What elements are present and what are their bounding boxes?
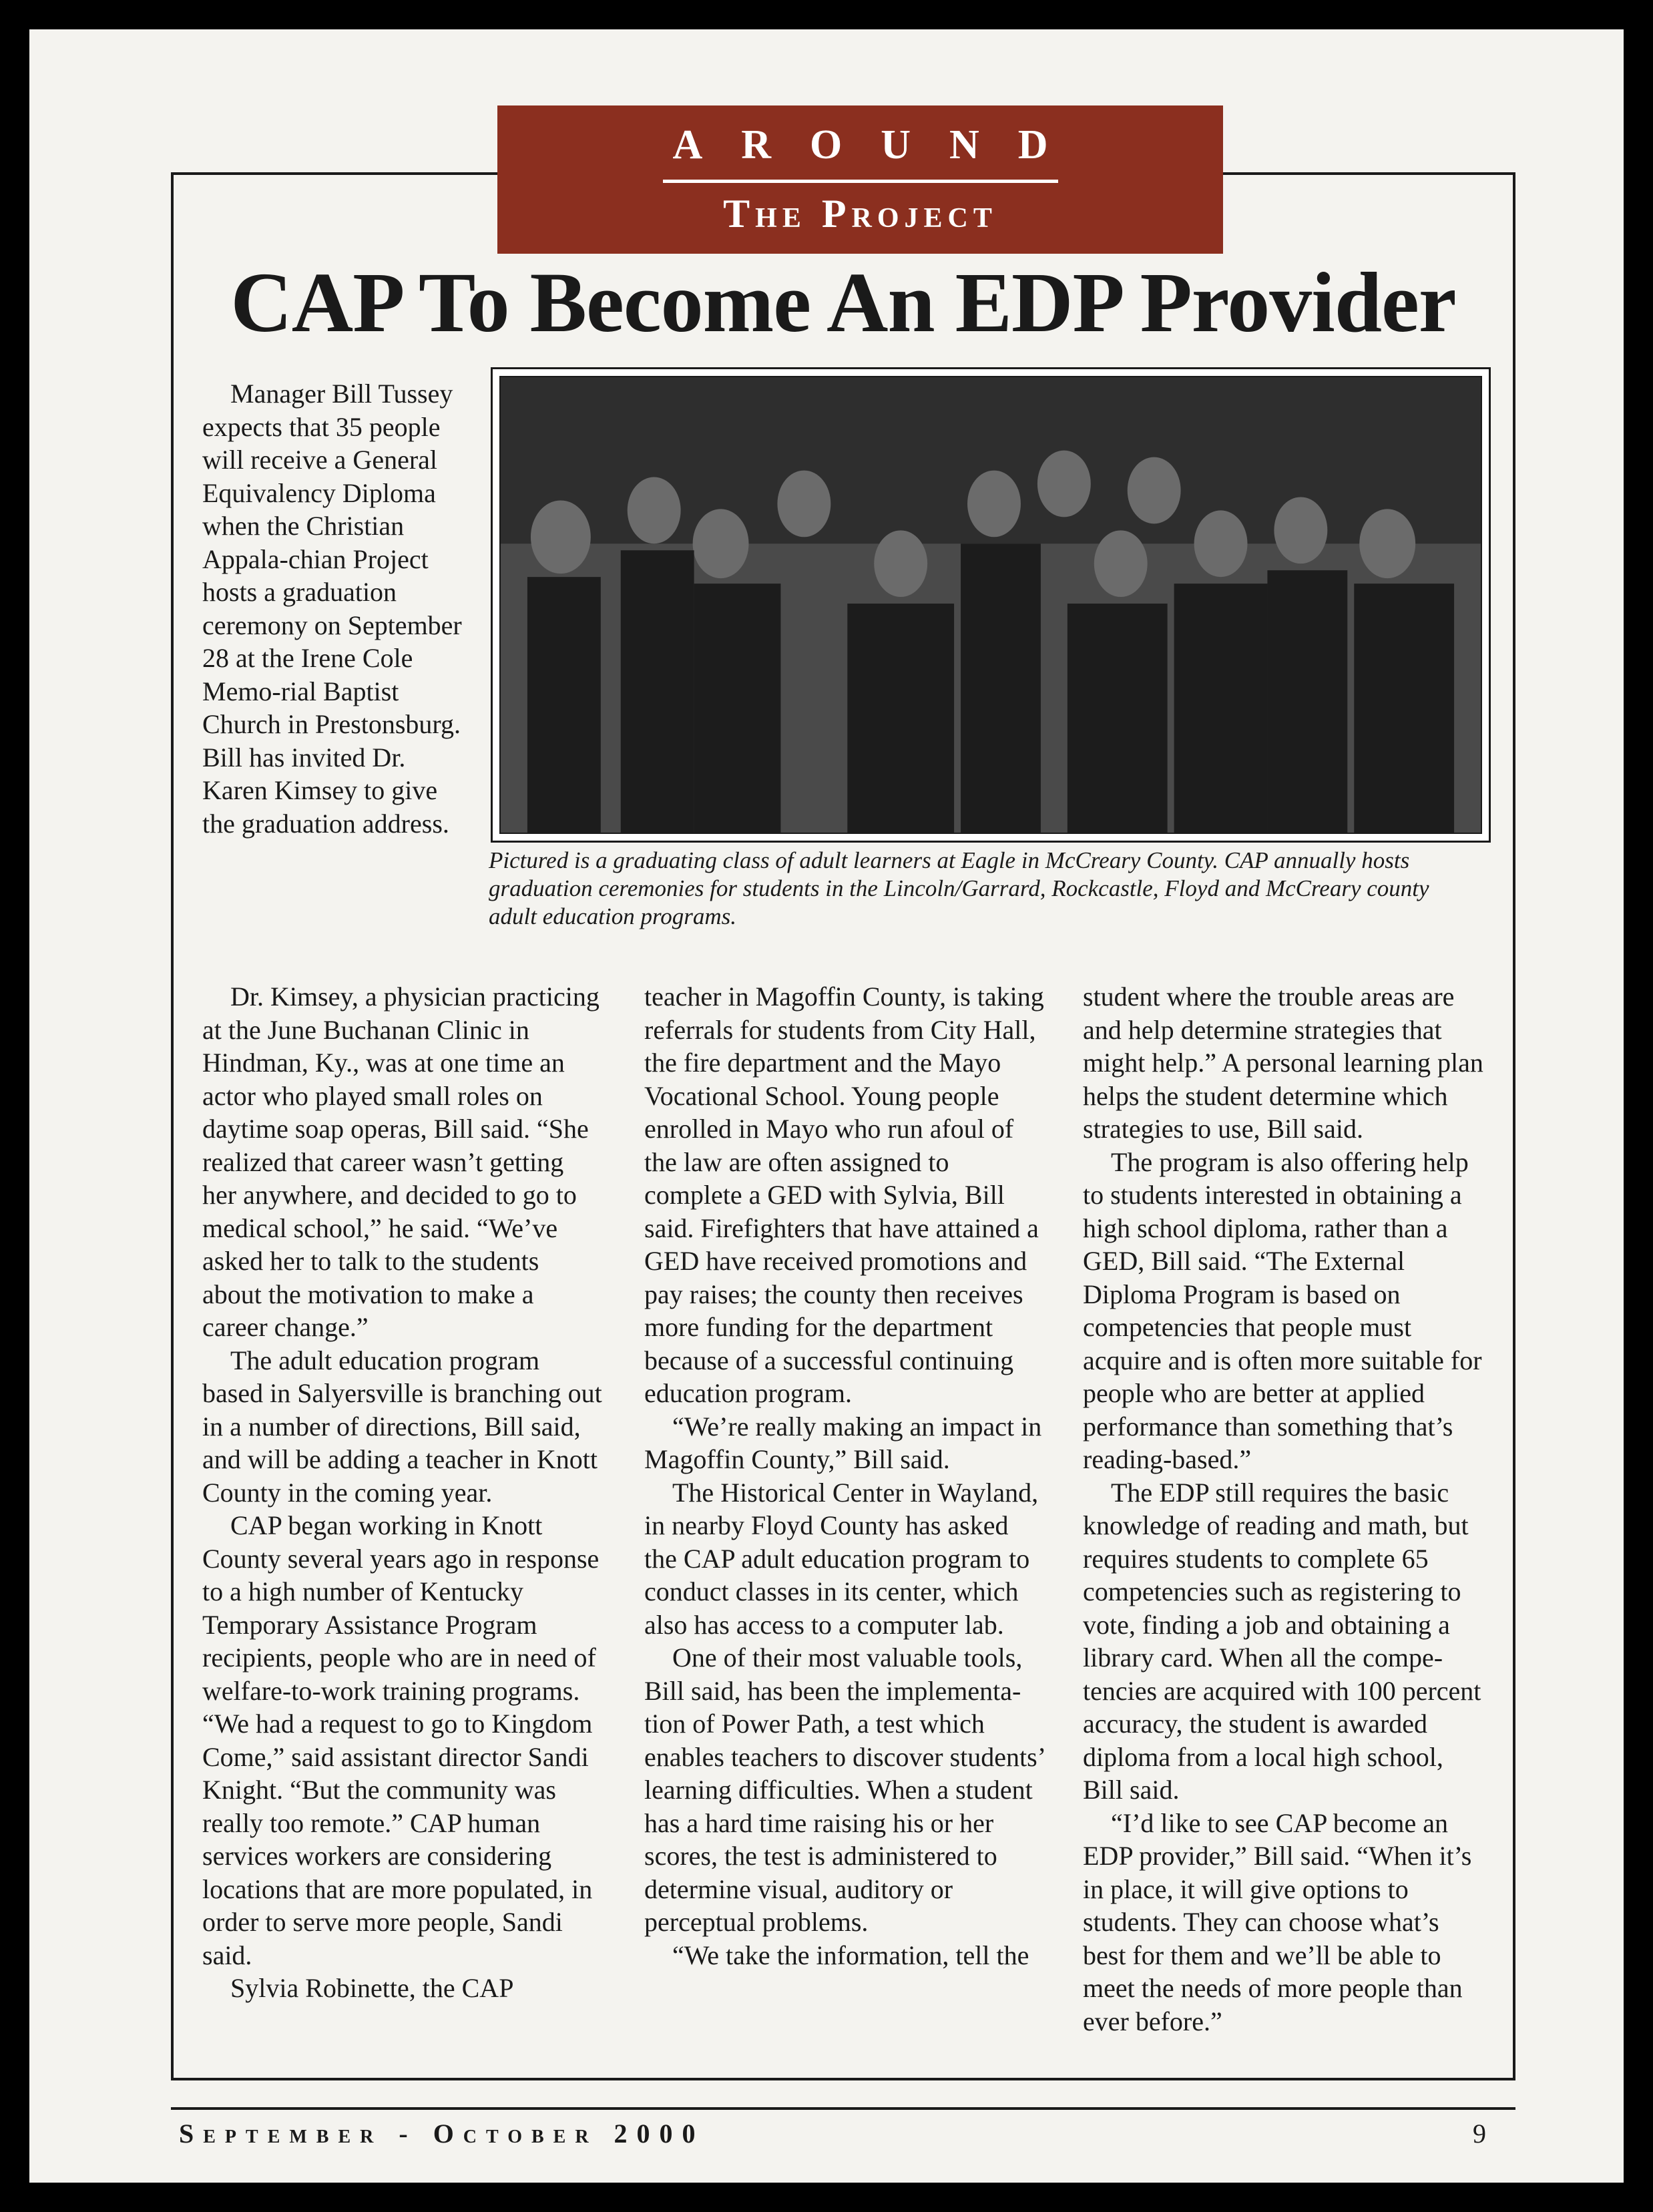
column-3 <box>1083 980 1483 2038</box>
footer-rule <box>171 2107 1515 2110</box>
section-banner <box>497 105 1223 254</box>
paragraph: Sylvia Robinette, the CAP <box>230 1973 514 2003</box>
article-title: CAP To Become An EDP Provider <box>230 255 1456 350</box>
paragraph: Dr. Kimsey, a physician practicing at the June Buchanan Clinic in Hindman, Ky., was at one time an actor who played small roles on daytime soap operas, Bill said. “She realized that career wasn’t getting her anywhere, and decided to go to medical school,” he said. “We’ve asked her to talk to the students about the motivation to make a career change.” <box>202 981 600 1342</box>
photo-caption: Pictured is a graduating class of adult learners at Eagle in McCreary County. CAP annually hosts graduation ceremonies for students in the Lincoln/Garrard, Rockcastle, Floyd and McCreary county adult education programs. <box>489 847 1429 929</box>
paragraph: The program is also offering help to students interested in obtaining a high school diploma, rather than a GED, Bill said. “The External Diploma Program is based on competencies that people must acquire and is often more suitable for people who are better at applied performance than something that’s reading-based.” <box>1083 1146 1482 1474</box>
paragraph: CAP began working in Knott County several years ago in response to a high number of Kentucky Temporary Assistance Program recipients, people who are in need of welfare-to-work training programs. “We had a request to go to Kingdom Come,” said assistant director Sandi Knight. “But the community was really too remote.” CAP human services workers are considering locations that are more populated, in order to serve more people, Sandi said. <box>202 1510 600 1970</box>
page-number: 9 <box>1473 2119 1486 2149</box>
paragraph: student where the trouble areas are and help determine strategies that might help.” A personal learning plan helps the student determine which strategies to use, Bill said. <box>1083 981 1483 1144</box>
lead-text: Manager Bill Tussey expects that 35 people will receive a General Equivalency Diploma when the Christian Appala-chian Project hosts a graduation ceremony on September 28 at the Irene Cole Memo-rial Baptist Church in Prestonsburg. Bill has invited Dr. Karen Kimsey to give the graduation address. <box>202 379 462 839</box>
paragraph: The Historical Center in Wayland, in nearby Floyd County has asked the CAP adult education program to conduct classes in its center, which also has access to a computer lab. <box>644 1477 1039 1640</box>
issue-date: September - October 2000 <box>179 2119 705 2149</box>
banner-rule <box>663 180 1058 183</box>
column-2 <box>644 980 1045 1972</box>
paragraph: “I’d like to see CAP become an EDP provider,” Bill said. “When it’s in place, it will give options to students. They can choose what’s best for them and we’ll be able to meet the needs of more people than ever before.” <box>1083 1807 1472 2036</box>
paragraph: “We take the information, tell the <box>672 1940 1029 1970</box>
banner-line-2: The Project <box>723 192 997 236</box>
paragraph: teacher in Magoffin County, is taking referrals for students from City Hall, the fire department and the Mayo Vocational School. Young people enrolled in Mayo who run afoul of the law are often assigned to complete a GED with Sylvia, Bill said. Firefighters that have attained a GED have received promotions and pay raises; the county then receives more funding for the department because of a successful continuing education program. <box>644 981 1044 1408</box>
column-1 <box>202 980 603 2005</box>
paragraph: “We’re really making an impact in Magoffin County,” Bill said. <box>644 1411 1042 1474</box>
paragraph: The EDP still requires the basic knowledge of reading and math, but requires students to complete 65 competencies such as registering to vote, finding a job and obtaining a library card. When all the compe-tencies are acquired with 100 percent accuracy, the student is awarded diploma from a local high school, Bill said. <box>1083 1477 1481 1805</box>
lead-paragraph <box>202 377 463 840</box>
paragraph: One of their most valuable tools, Bill said, has been the implementa-tion of Power Path, a test which enables teachers to discover students’ learning difficulties. When a student has a hard time raising his or her scores, the test is administered to determine visual, auditory or perceptual problems. <box>644 1642 1045 1937</box>
group-photo-icon <box>499 376 1482 834</box>
photo-illustration <box>501 377 1481 833</box>
banner-line-1: AROUND <box>672 122 1087 168</box>
paragraph: The adult education program based in Salyersville is branching out in a number of directions, Bill said, and will be adding a teacher in Knott County in the coming year. <box>202 1345 602 1508</box>
article-photo <box>491 367 1491 843</box>
